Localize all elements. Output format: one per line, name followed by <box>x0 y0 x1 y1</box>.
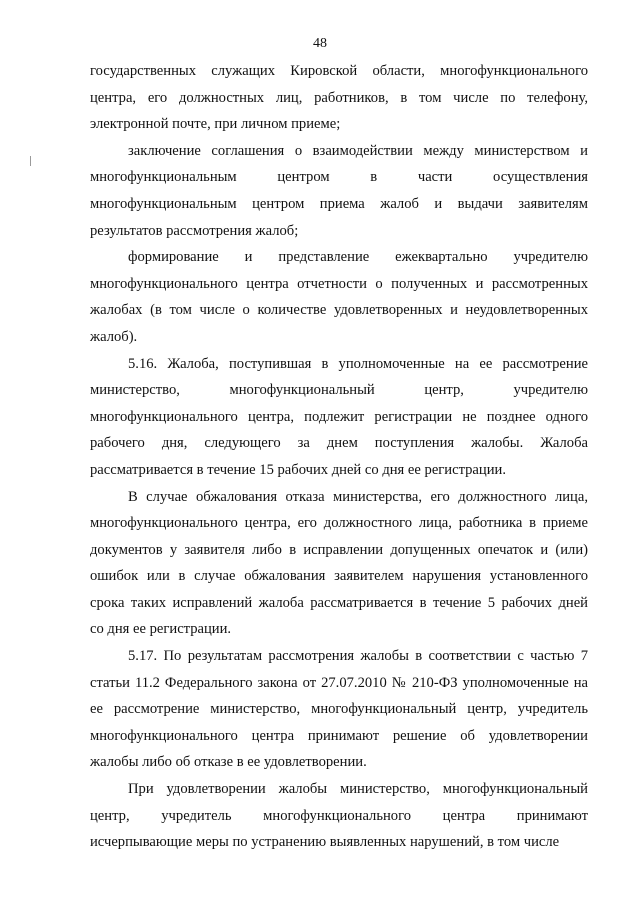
text-line: государственных служащих Кировской области, многофункционального <box>90 63 588 79</box>
text-line: При удовлетворении жалобы министерство, многофункциональный <box>128 781 588 798</box>
text-line: жалобы либо об отказе в ее удовлетворении. <box>90 754 367 771</box>
text-line: заключение соглашения о взаимодействии между министерством и <box>128 142 588 159</box>
text-line: центра, его должностных лиц, работников, в том числе по телефону, <box>90 89 588 106</box>
text-line: со дня ее регистрации. <box>90 621 232 638</box>
paragraph <box>90 138 588 244</box>
text-line: многофункционального центра, подлежит регистрации не позднее одного <box>90 408 588 425</box>
paragraph <box>90 484 588 644</box>
text-line: В случае обжалования отказа министерства, его должностного лица, <box>128 488 588 505</box>
text-line: многофункционального центра отчетности о полученных и рассмотренных <box>90 275 588 292</box>
text-line: рассматривается в течение 15 рабочих дней со дня ее регистрации. <box>90 461 506 478</box>
text-line: электронной почте, при личном приеме; <box>90 116 341 133</box>
text-line: министерство, многофункциональный центр, учредителю <box>90 382 588 399</box>
text-line: формирование и представление ежеквартально учредителю <box>128 249 588 266</box>
text-line: жалобах (в том числе о количестве удовлетворенных и неудовлетворенных <box>90 302 588 319</box>
paragraph <box>90 351 588 484</box>
text-line: центр, учредитель многофункционального центра принимают <box>90 807 588 824</box>
text-line: многофункционального центра принимают решение об удовлетворении <box>90 727 588 744</box>
text-line: жалоб). <box>90 328 138 345</box>
text-line: 5.16. Жалоба, поступившая в уполномоченные на ее рассмотрение <box>128 355 588 372</box>
text-line: ее рассмотрение министерство, многофункциональный центр, учредитель <box>90 701 588 718</box>
text-line: многофункциональным центром приема жалоб и выдачи заявителям <box>90 195 588 212</box>
text-line: исчерпывающие меры по устранению выявленных нарушений, в том числе <box>90 834 560 851</box>
paragraph <box>90 244 588 350</box>
text-line: результатов рассмотрения жалоб; <box>90 222 299 239</box>
text-line: многофункциональным центром в части осуществления <box>90 169 588 186</box>
document-body <box>90 58 588 856</box>
page-number: 48 <box>313 36 327 51</box>
text-line: статьи 11.2 Федерального закона от 27.07.2010 № 210-ФЗ уполномоченные на <box>90 674 588 691</box>
margin-mark <box>30 156 31 166</box>
text-line: многофункционального центра, его должностного лица, работника в приеме <box>90 515 588 532</box>
paragraph <box>90 776 588 856</box>
text-line: ошибок или в случае обжалования заявителем нарушения установленного <box>90 568 588 585</box>
paragraph <box>90 58 588 138</box>
text-line: 5.17. По результатам рассмотрения жалобы в соответствии с частью 7 <box>128 648 588 665</box>
paragraph <box>90 643 588 776</box>
text-line: рабочего дня, следующего за днем поступления жалобы. Жалоба <box>90 435 588 452</box>
text-line: документов у заявителя либо в исправлении допущенных опечаток и (или) <box>90 541 588 558</box>
text-line: срока таких исправлений жалоба рассматривается в течение 5 рабочих дней <box>90 594 588 611</box>
